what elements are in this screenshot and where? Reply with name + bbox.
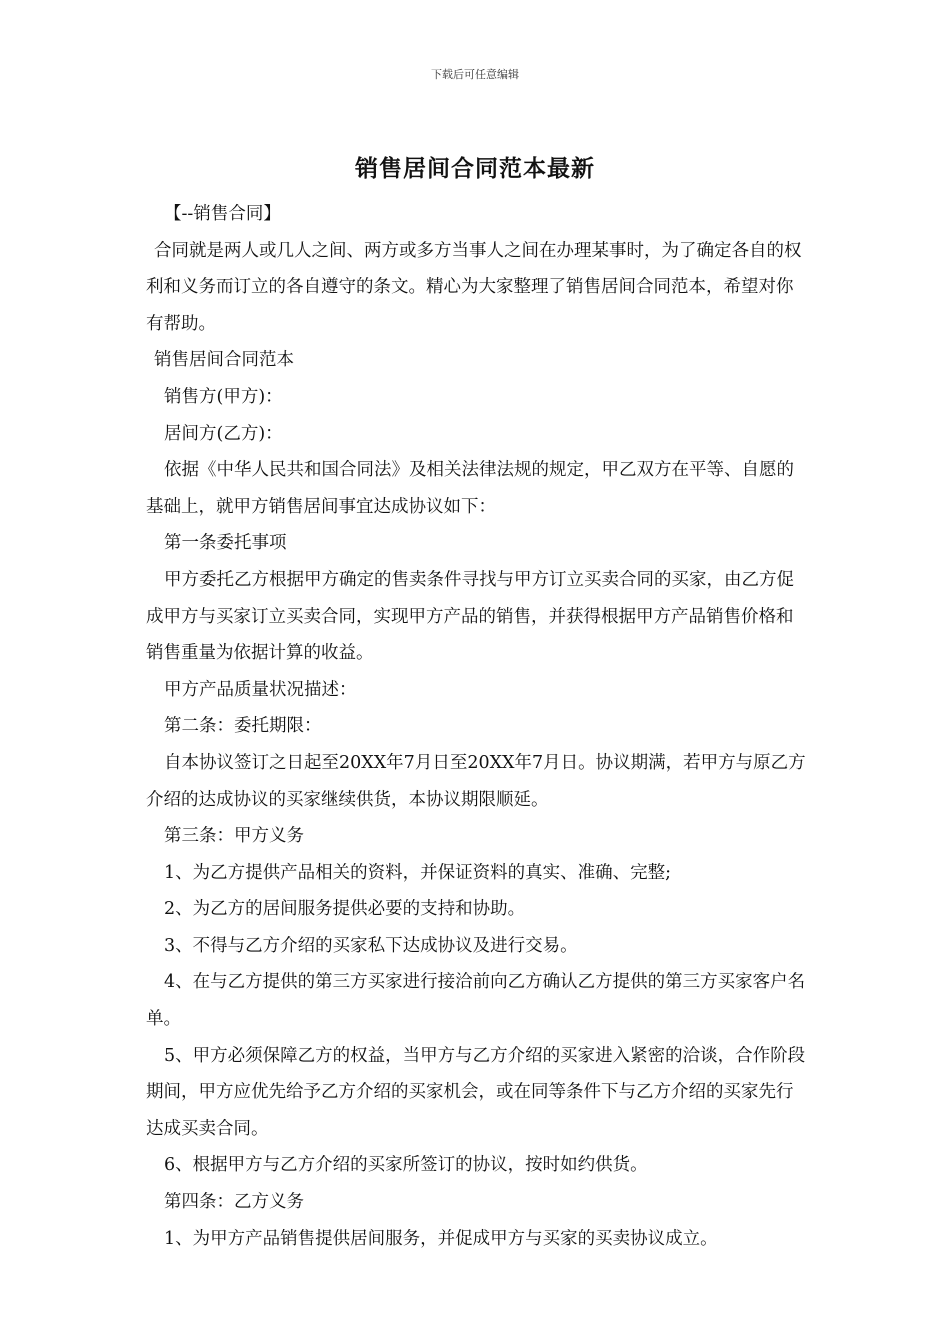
article-3-item-1: 1、为乙方提供产品相关的资料，并保证资料的真实、准确、完整;	[164, 862, 672, 883]
header-note: 下载后可任意编辑	[431, 68, 519, 81]
document-body	[146, 196, 810, 1257]
article-3-item-6: 6、根据甲方与乙方介绍的买家所签订的协议，按时如约供货。	[164, 1155, 648, 1176]
article-3-heading: 第三条：甲方义务	[164, 826, 304, 847]
article-2-heading: 第二条：委托期限：	[164, 716, 322, 737]
seller-party: 销售方(甲方)：	[164, 386, 283, 407]
quality-description: 甲方产品质量状况描述：	[164, 679, 357, 700]
article-2-body: 自本协议签订之日起至20XX年7月日至20XX年7月日。协议期满，若甲方与原乙方介绍的达成协议的买家继续供货，本协议期限顺延。	[146, 752, 806, 810]
article-3-item-4: 4、在与乙方提供的第三方买家进行接洽前向乙方确认乙方提供的第三方买家客户名单。	[146, 972, 806, 1030]
article-1-body: 甲方委托乙方根据甲方确定的售卖条件寻找与甲方订立买卖合同的买家，由乙方促成甲方与买家订立买卖合同，实现甲方产品的销售，并获得根据甲方产品销售价格和销售重量为依据计算的收益。	[146, 569, 794, 664]
article-1-heading: 第一条委托事项	[164, 533, 287, 554]
document-title: 销售居间合同范本最新	[355, 155, 595, 182]
section-tag: 【--销售合同】	[164, 204, 281, 224]
legal-basis-paragraph: 依据《中华人民共和国合同法》及相关法律法规的规定，甲乙双方在平等、自愿的基础上，就甲方销售居间事宜达成协议如下：	[146, 460, 794, 517]
intro-paragraph: 合同就是两人或几人之间、两方或多方当事人之间在办理某事时，为了确定各自的权利和义务而订立的各自遵守的条文。精心为大家整理了销售居间合同范本，希望对你有帮助。	[146, 240, 802, 334]
article-3-item-2: 2、为乙方的居间服务提供必要的支持和协助。	[164, 899, 526, 920]
article-4-item-1: 1、为甲方产品销售提供居间服务，并促成甲方与买家的买卖协议成立。	[164, 1228, 718, 1249]
article-3-item-3: 3、不得与乙方介绍的买家私下达成协议及进行交易。	[164, 935, 578, 956]
article-4-heading: 第四条：乙方义务	[164, 1192, 304, 1213]
article-3-item-5: 5、甲方必须保障乙方的权益，当甲方与乙方介绍的买家进入紧密的洽谈，合作阶段期间，甲方应优先给予乙方介绍的买家机会，或在同等条件下与乙方介绍的买家先行达成买卖合同。	[146, 1045, 806, 1139]
broker-party: 居间方(乙方)：	[164, 423, 283, 444]
contract-heading: 销售居间合同范本	[154, 350, 294, 371]
